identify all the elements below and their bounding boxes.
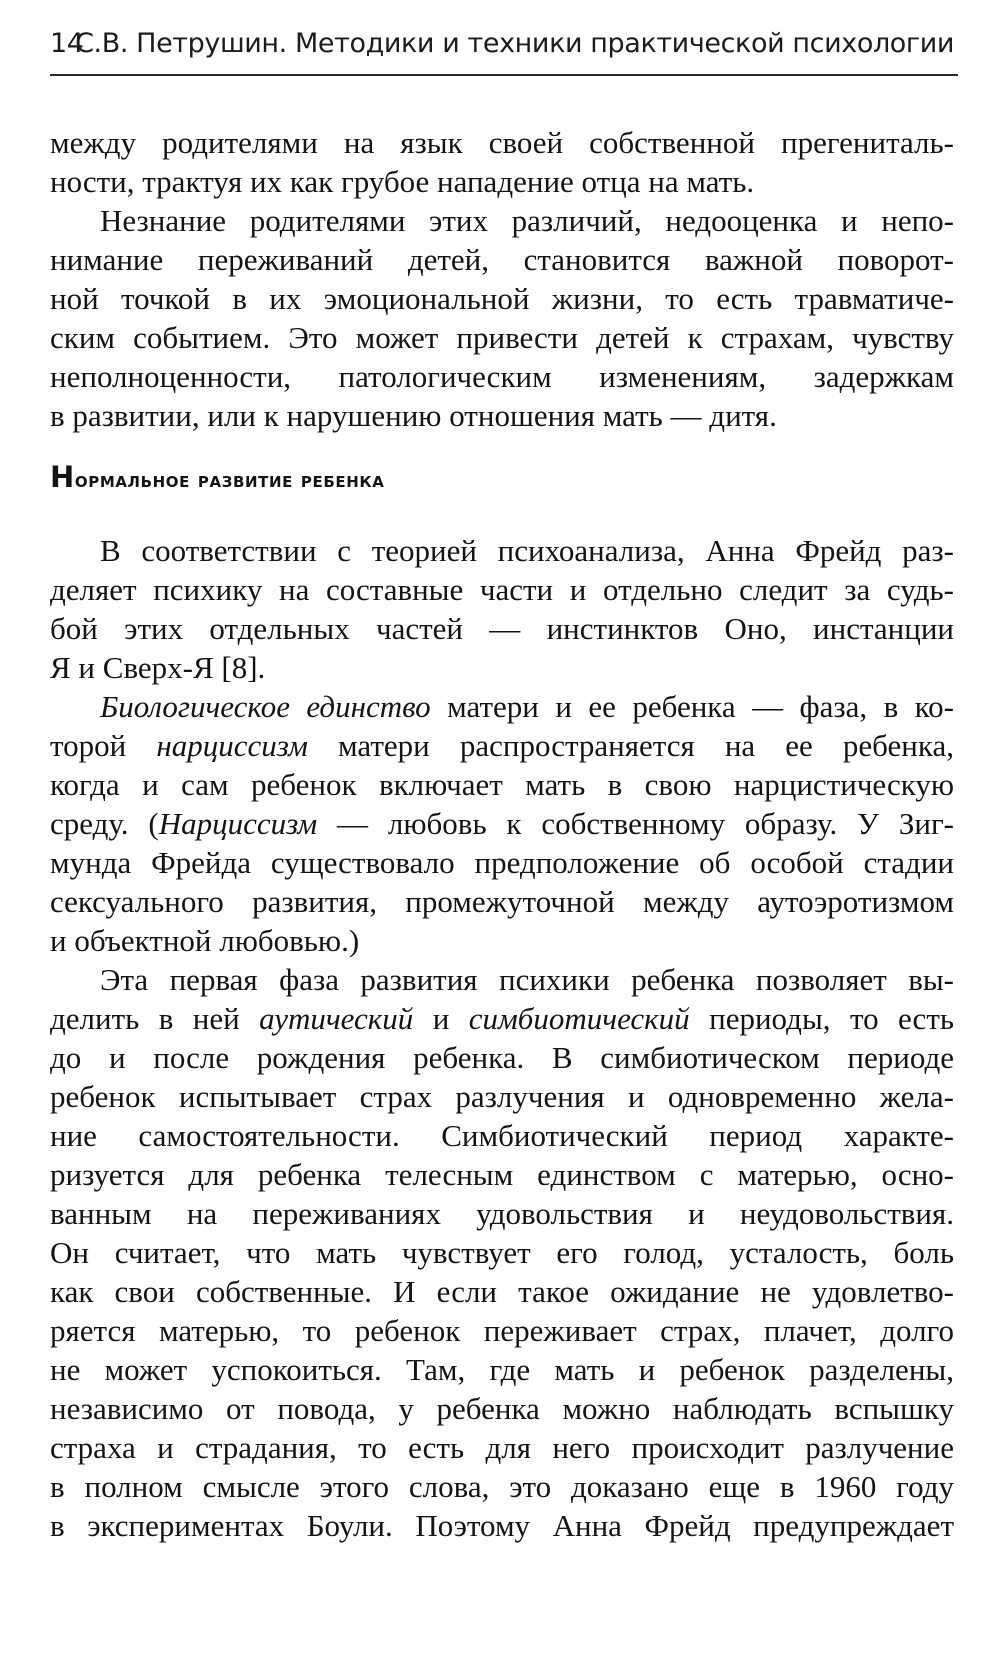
text-line: в развитии, или к нарушению отношения мать — дитя. xyxy=(50,398,777,433)
text-run: матери и ее ребенка — фаза, в ко- xyxy=(430,689,954,724)
text-run: торой xyxy=(50,728,157,763)
text-run: ребенок испытывает страх разлучения и одновременно жела- xyxy=(50,1079,954,1114)
text-line: деляет психику на составные части и отдельно следит за судь- xyxy=(50,572,954,607)
text-run: независимо от повода, у ребенка можно наблюдать вспышку xyxy=(50,1391,954,1426)
text-line xyxy=(50,999,954,1038)
text-run: ризуется для ребенка телесным единством с матерью, осно- xyxy=(50,1157,954,1192)
text-run: ванным на переживаниях удовольствия и неудовольствия. xyxy=(50,1196,954,1231)
text-line xyxy=(50,1350,954,1389)
text-run: Он считает, что мать чувствует его голод, усталость, боль xyxy=(50,1235,954,1270)
heading-text: ормальное развитие ребенка xyxy=(74,468,385,492)
text-line xyxy=(50,804,954,843)
text-line xyxy=(50,687,954,726)
body-text xyxy=(50,123,954,1545)
text-run: и xyxy=(413,1001,469,1036)
text-line: Я и Сверх-Я [8]. xyxy=(50,650,266,685)
italic-term: Биологическое единство xyxy=(100,689,431,724)
text-line: Незнание родителями этих различий, недооценка и непо- xyxy=(100,203,954,238)
heading-first-letter: Н xyxy=(50,460,75,494)
text-run: делить в ней xyxy=(50,1001,260,1036)
italic-term: нарциссизм xyxy=(156,728,308,763)
text-run: ние самостоятельности. Симбиотический период характе- xyxy=(50,1118,954,1153)
text-line: неполноценности, патологическим изменениям, задержкам xyxy=(50,359,954,394)
text-run: матери распространяется на ее ребенка, xyxy=(307,728,954,763)
text-run: — любовь к собственному образу. У Зиг- xyxy=(317,806,954,841)
text-run: периоды, то есть xyxy=(689,1001,954,1036)
text-line: бой этих отдельных частей — инстинктов Оно, инстанции xyxy=(50,611,954,646)
text-run: страха и страдания, то есть для него происходит разлучение xyxy=(50,1430,954,1465)
text-line xyxy=(50,1311,954,1350)
page-number: 14 xyxy=(50,28,84,59)
text-run: ряется матерью, то ребенок переживает страх, плачет, долго xyxy=(50,1313,954,1348)
text-line: ским событием. Это может привести детей к страхам, чувству xyxy=(50,320,954,355)
running-header xyxy=(50,22,958,76)
text-line xyxy=(50,1155,954,1194)
text-run: не может успокоиться. Там, где мать и ребенок разделены, xyxy=(50,1352,954,1387)
text-line xyxy=(50,1467,954,1506)
text-line: нимание переживаний детей, становится важной поворот- xyxy=(50,242,954,277)
text-line xyxy=(50,1194,954,1233)
italic-term: аутический xyxy=(259,1001,414,1036)
text-line: между родителями на язык своей собственной прегениталь- xyxy=(50,125,954,160)
text-line xyxy=(50,1506,954,1545)
text-line xyxy=(50,882,954,921)
text-line xyxy=(50,1038,954,1077)
text-line xyxy=(50,1116,954,1155)
running-title: С.В. Петрушин. Методики и техники практической психологии xyxy=(75,28,954,59)
text-line xyxy=(50,1428,954,1467)
text-run: когда и сам ребенок включает мать в свою нарцистическую xyxy=(50,767,954,802)
italic-term: симбиотический xyxy=(468,1001,690,1036)
text-run: до и после рождения ребенка. В симбиотическом периоде xyxy=(50,1040,954,1075)
text-line: В соответствии с теорией психоанализа, Анна Фрейд раз- xyxy=(100,533,954,568)
text-line xyxy=(50,1272,954,1311)
text-line: ности, трактуя их как грубое нападение отца на мать. xyxy=(50,164,755,199)
text-run: Эта первая фаза развития психики ребенка позволяет вы- xyxy=(100,962,954,997)
section-heading xyxy=(50,435,954,531)
text-run: среду. ( xyxy=(50,806,159,841)
text-run: и объектной любовью.) xyxy=(50,923,360,958)
text-line xyxy=(50,843,954,882)
text-line xyxy=(50,1077,954,1116)
text-line xyxy=(50,726,954,765)
text-run: в полном смысле этого слова, это доказано еще в 1960 году xyxy=(50,1469,954,1504)
text-run: сексуального развития, промежуточной между аутоэротизмом xyxy=(50,884,954,919)
text-line xyxy=(50,1389,954,1428)
text-line xyxy=(50,765,954,804)
text-line: ной точкой в их эмоциональной жизни, то есть травматиче- xyxy=(50,281,954,316)
italic-term: Нарциссизм xyxy=(158,806,318,841)
text-line xyxy=(50,960,954,999)
text-run: как свои собственные. И если такое ожидание не удовлетво- xyxy=(50,1274,954,1309)
text-line xyxy=(50,1233,954,1272)
text-line xyxy=(50,921,954,960)
text-run: мунда Фрейда существовало предположение об особой стадии xyxy=(50,845,954,880)
text-run: в экспериментах Боули. Поэтому Анна Фрейд предупреждает xyxy=(50,1508,954,1543)
